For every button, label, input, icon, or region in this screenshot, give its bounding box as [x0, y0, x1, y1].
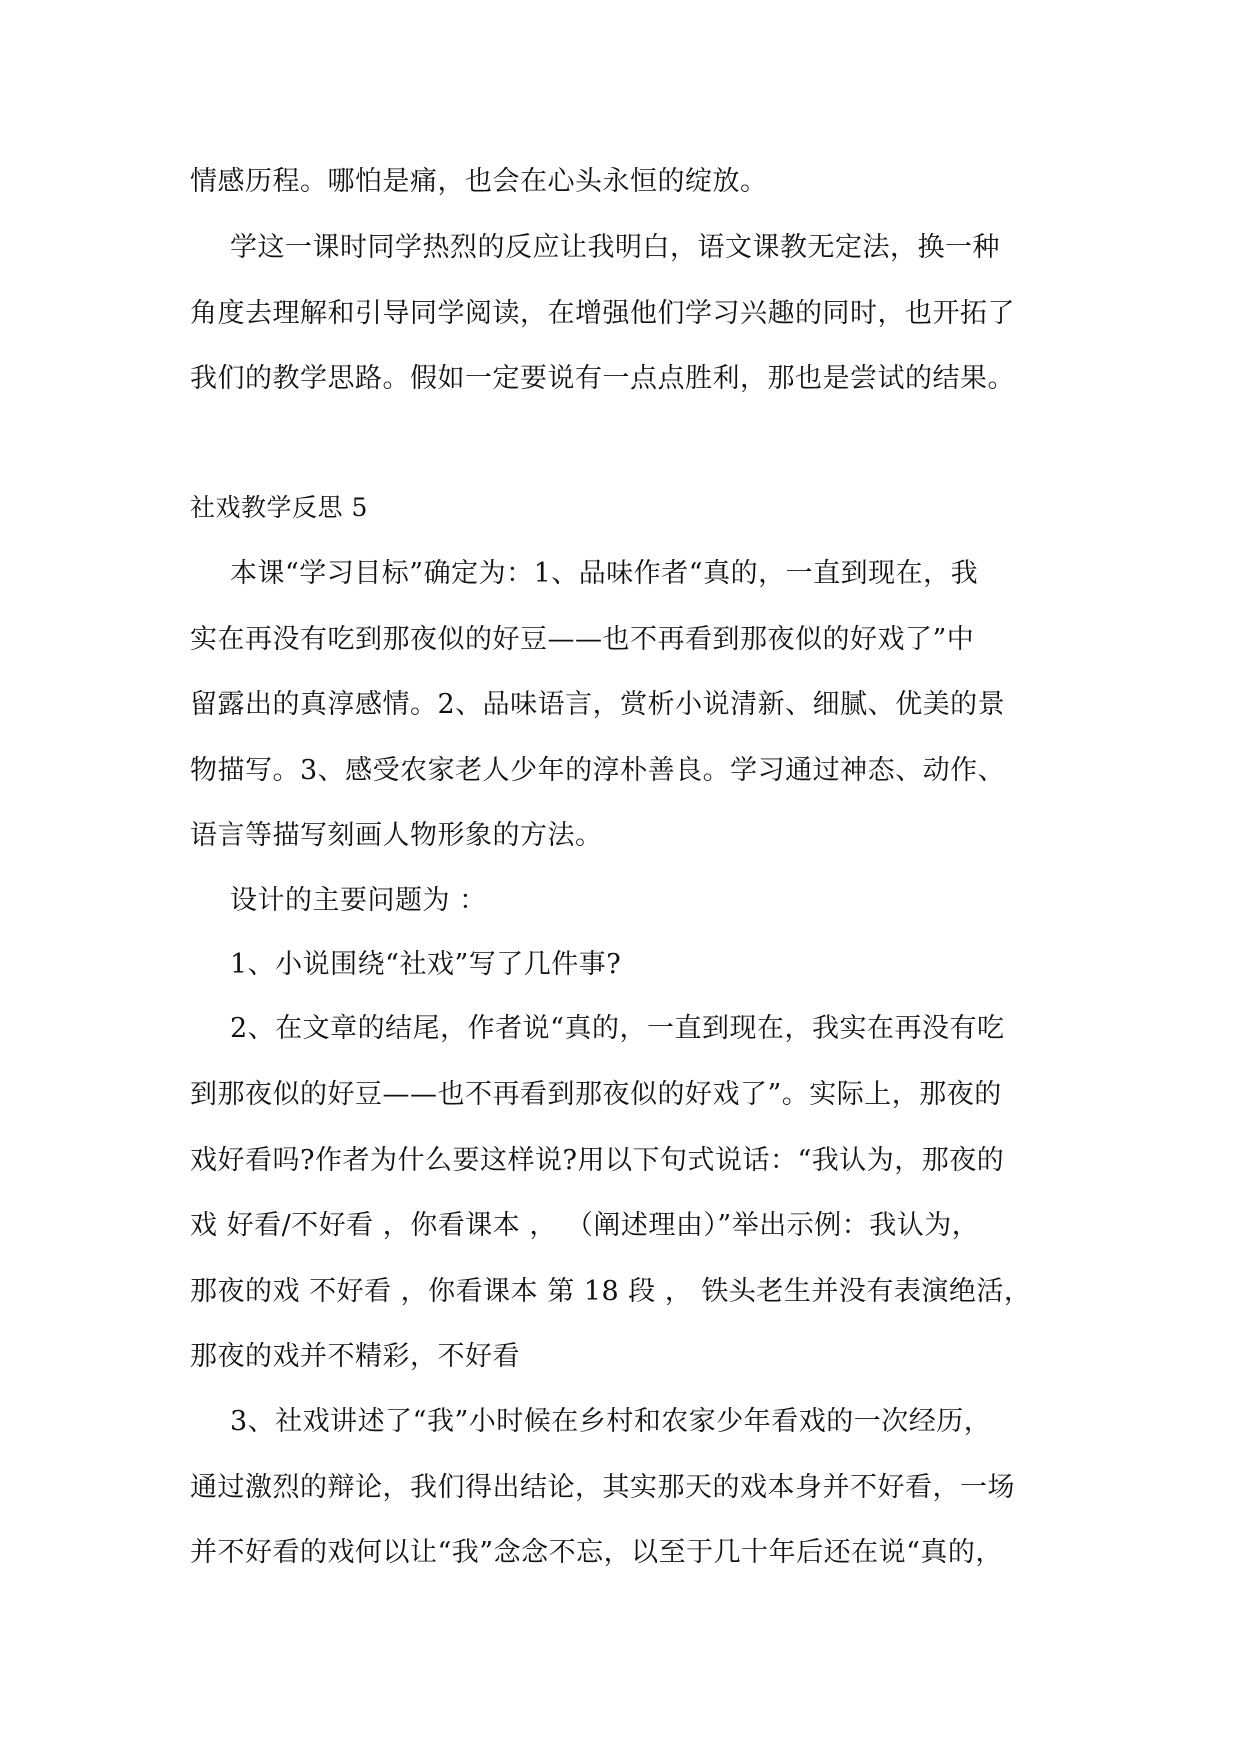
- paragraph-line: 戏好看吗?作者为什么要这样说?用以下句式说话：“我认为，那夜的: [190, 1145, 1005, 1176]
- paragraph-line: 物描写。3、感受农家老人少年的淳朴善良。学习通过神态、动作、: [190, 755, 1006, 786]
- paragraph-line: 1、小说围绕“社戏”写了几件事?: [230, 949, 622, 980]
- paragraph-line: 3、社戏讲述了“我”小时候在乡村和农家少年看戏的一次经历，: [230, 1406, 992, 1437]
- paragraph-line: 通过激烈的辩论，我们得出结论，其实那天的戏本身并不好看，一场: [190, 1472, 1015, 1503]
- paragraph-line: 实在再没有吃到那夜似的好豆——也不再看到那夜似的好戏了”中: [190, 624, 975, 655]
- paragraph-line: 我们的教学思路。假如一定要说有一点点胜利，那也是尝试的结果。: [190, 363, 1015, 394]
- paragraph-line: 语言等描写刻画人物形象的方法。: [190, 820, 603, 851]
- paragraph-line: 角度去理解和引导同学阅读，在增强他们学习兴趣的同时，也开拓了: [190, 298, 1015, 329]
- paragraph-line: 设计的主要问题为 ：: [230, 885, 487, 916]
- section-heading: 社戏教学反思 5: [190, 493, 368, 522]
- paragraph-line: 那夜的戏 不好看 ，你看课本 第 18 段 ， 铁头老生并没有表演绝活，: [190, 1276, 1032, 1307]
- paragraph-line: 戏 好看/不好看 ，你看课本 ， （阐述理由）”举出示例：我认为，: [190, 1210, 980, 1241]
- paragraph-line: 本课“学习目标”确定为：1、品味作者“真的，一直到现在，我: [230, 558, 979, 589]
- paragraph-line: 学这一课时同学热烈的反应让我明白，语文课教无定法，换一种: [230, 232, 1000, 263]
- paragraph-line: 留露出的真淳感情。2、品味语言，赏析小说清新、细腻、优美的景: [190, 689, 1006, 720]
- paragraph-line: 情感历程。哪怕是痛，也会在心头永恒的绽放。: [190, 166, 768, 197]
- paragraph-line: 并不好看的戏何以让“我”念念不忘，以至于几十年后还在说“真的，: [190, 1537, 1003, 1568]
- paragraph-line: 到那夜似的好豆——也不再看到那夜似的好戏了”。实际上，那夜的: [190, 1079, 1002, 1110]
- paragraph-line: 2、在文章的结尾，作者说“真的，一直到现在，我实在再没有吃: [230, 1013, 1005, 1044]
- paragraph-line: 那夜的戏并不精彩，不好看: [190, 1341, 520, 1372]
